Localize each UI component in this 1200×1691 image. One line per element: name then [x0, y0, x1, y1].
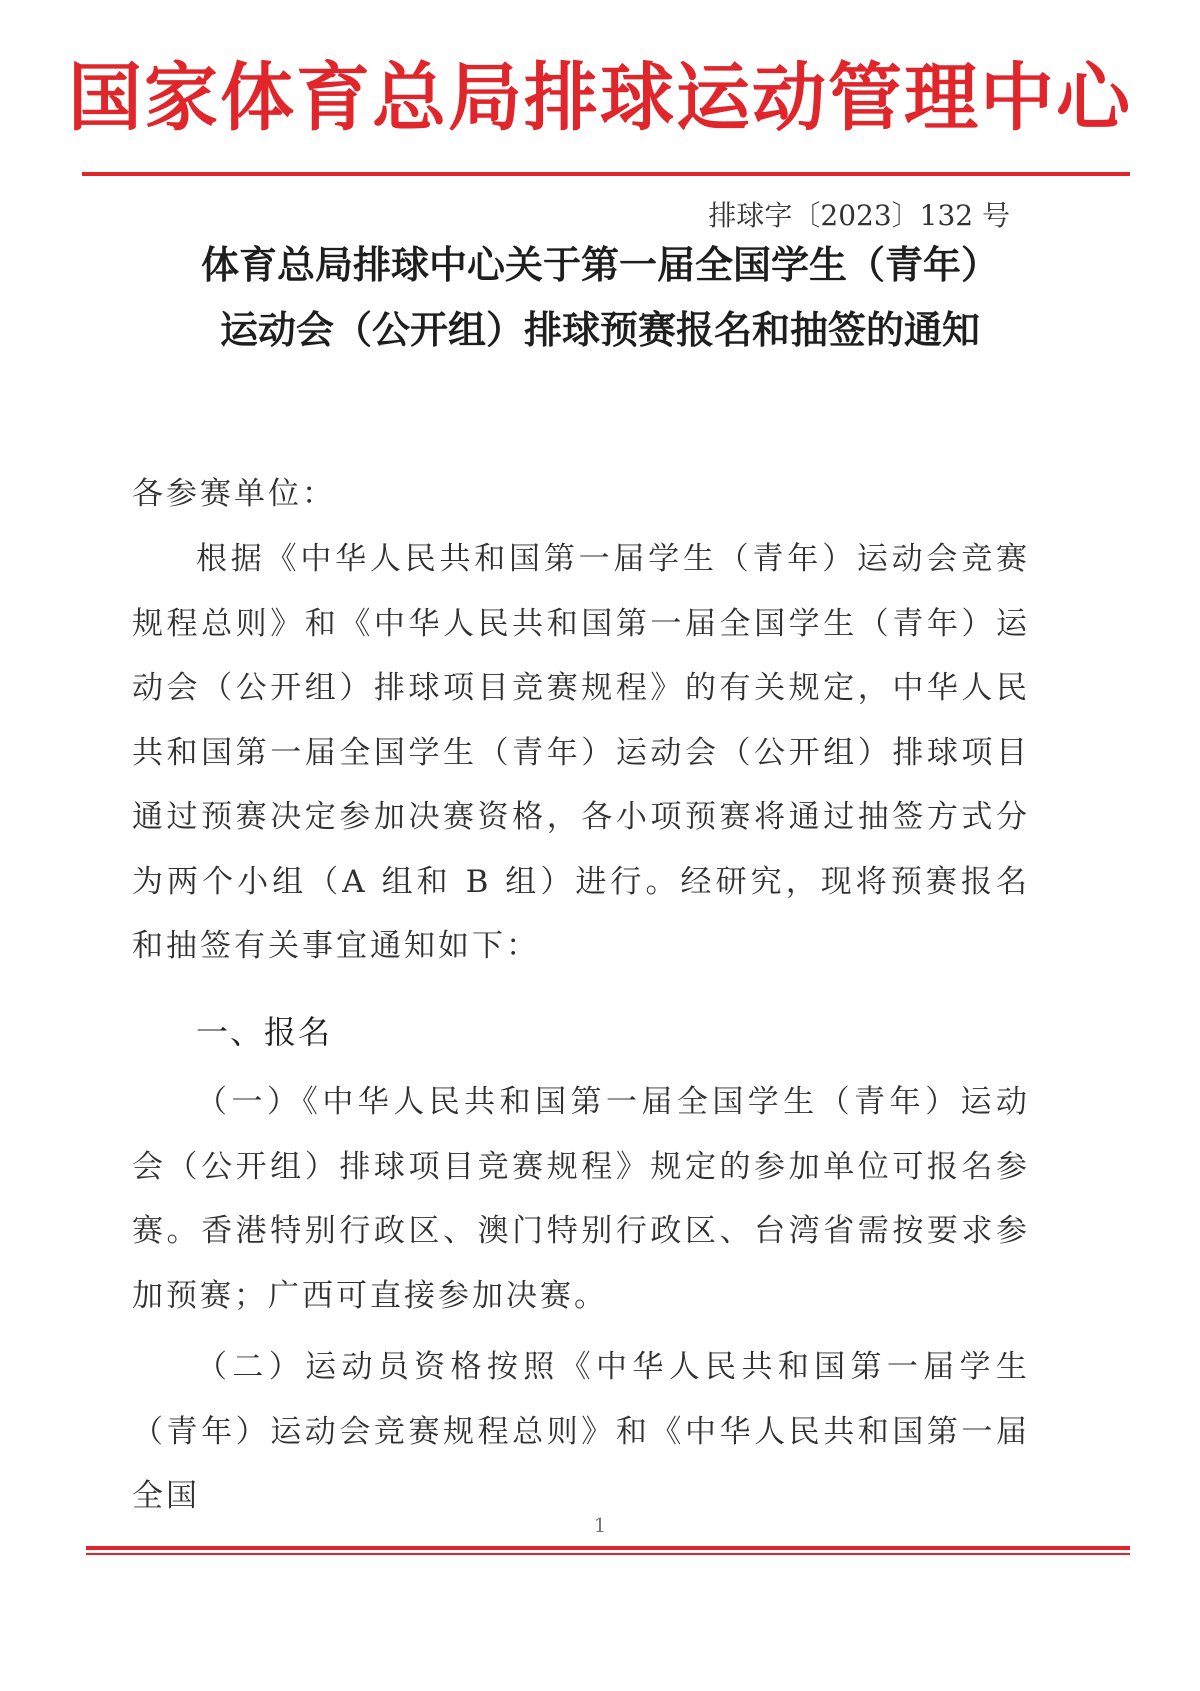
section-1-item-2: （二）运动员资格按照《中华人民共和国第一届学生（青年）运动会竞赛规程总则》和《中华人民共和国第一届全国 [132, 1349, 1030, 1514]
section-1-item-2-block [132, 1335, 1030, 1529]
intro-paragraph: 根据《中华人民共和国第一届学生（青年）运动会竞赛规程总则》和《中华人民共和国第一届全国学生（青年）运动会（公开组）排球项目竞赛规程》的有关规定，中华人民共和国第一届全国学生（青年）运动会（公开组）排球项目通过预赛决定参加决赛资格，各小项预赛将通过抽签方式分为两个小组（A 组和 B 组）进行。经研究，现将预赛报名和抽签有关事宜通知如下： [132, 541, 1030, 964]
salutation: 各参赛单位： [132, 476, 336, 512]
letterhead-org-name: 国家体育总局排球运动管理中心 [68, 55, 1132, 141]
intro-block [132, 527, 1030, 979]
section-heading-registration: 一、报名 [196, 1013, 333, 1051]
document-title-line-1: 体育总局排球中心关于第一届全国学生（青年） [200, 242, 999, 287]
footer-divider-top [86, 1546, 1130, 1550]
document-title-line-2: 运动会（公开组）排球预赛报名和抽签的通知 [219, 307, 980, 352]
document-number: 排球字〔2023〕132 号 [708, 199, 1010, 232]
letterhead-divider [82, 172, 1130, 176]
footer-divider-bottom [86, 1553, 1130, 1555]
section-1-item-1-block [132, 1070, 1030, 1328]
section-1-item-1: （一）《中华人民共和国第一届全国学生（青年）运动会（公开组）排球项目竞赛规程》规定的参加单位可报名参赛。香港特别行政区、澳门特别行政区、台湾省需按要求参加预赛；广西可直接参加决赛。 [132, 1084, 1030, 1314]
page-number: 1 [593, 1513, 607, 1537]
